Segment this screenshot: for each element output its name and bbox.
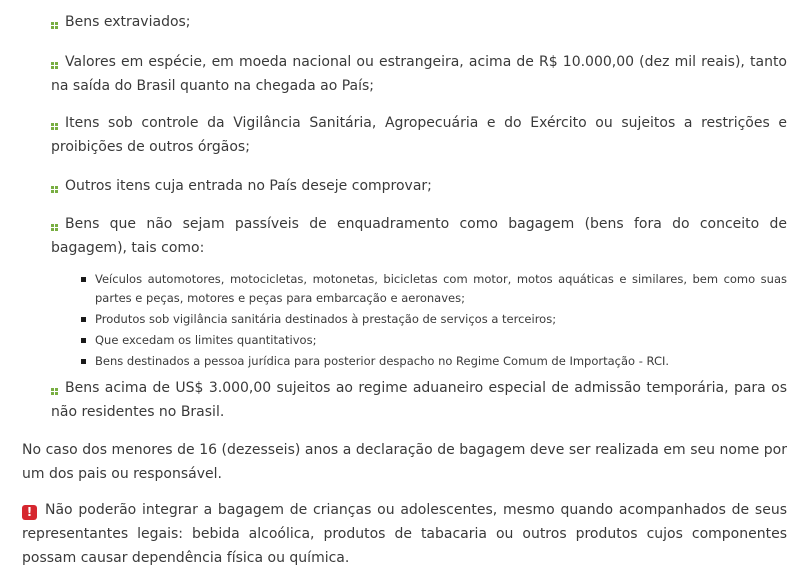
list-item [51,10,787,34]
green-bullet-icon [51,22,58,29]
list-item-text: Outros itens cuja entrada no País deseje comprovar; [65,178,432,194]
list-item [51,50,787,98]
green-bullet-icon [51,186,58,193]
warning-note [22,498,787,570]
minors-note: No caso dos menores de 16 (dezesseis) anos a declaração de bagagem deve ser realizada em seu nome por um dos pais ou responsável. [22,442,787,482]
list-item [51,111,787,159]
list-item-text: Bens extraviados; [65,14,191,30]
list-item-text: Bens acima de US$ 3.000,00 sujeitos ao regime aduaneiro especial de admissão temporária, para os não residentes no Brasil. [51,380,787,420]
list-item-text: Itens sob controle da Vigilância Sanitária, Agropecuária e do Exército ou sujeitos a restrições e proibições de outros órgãos; [51,115,787,155]
list-item-text: Bens que não sejam passíveis de enquadramento como bagagem (bens fora do conceito de bagagem), tais como: [51,216,787,256]
green-bullet-icon [51,123,58,130]
list-item [51,376,787,424]
sub-list-item: Veículos automotores, motocicletas, motonetas, bicicletas com motor, motos aquáticas e similares, bem como suas partes e peças, motores e peças para embarcação e aeronaves; [95,270,787,308]
green-bullet-icon [51,62,58,69]
green-bullet-icon [51,224,58,231]
list-item [51,212,787,260]
sub-list [95,270,787,373]
warning-text: Não poderão integrar a bagagem de crianças ou adolescentes, mesmo quando acompanhados de seus representantes legais: bebida alcoólica, produtos de tabacaria ou outros produtos cujos componentes possam causar dependência física ou química. [22,502,787,566]
exclamation-icon: ! [22,505,37,520]
sub-list-item: Bens destinados a pessoa jurídica para posterior despacho no Regime Comum de Importação - RCI. [95,352,787,371]
sub-list-item: Produtos sob vigilância sanitária destinados à prestação de serviços a terceiros; [95,310,787,329]
green-bullet-icon [51,388,58,395]
list-item-text: Valores em espécie, em moeda nacional ou estrangeira, acima de R$ 10.000,00 (dez mil reais), tanto na saída do Brasil quanto na chegada ao País; [51,54,787,94]
list-item [51,174,787,198]
sub-list-item: Que excedam os limites quantitativos; [95,331,787,350]
